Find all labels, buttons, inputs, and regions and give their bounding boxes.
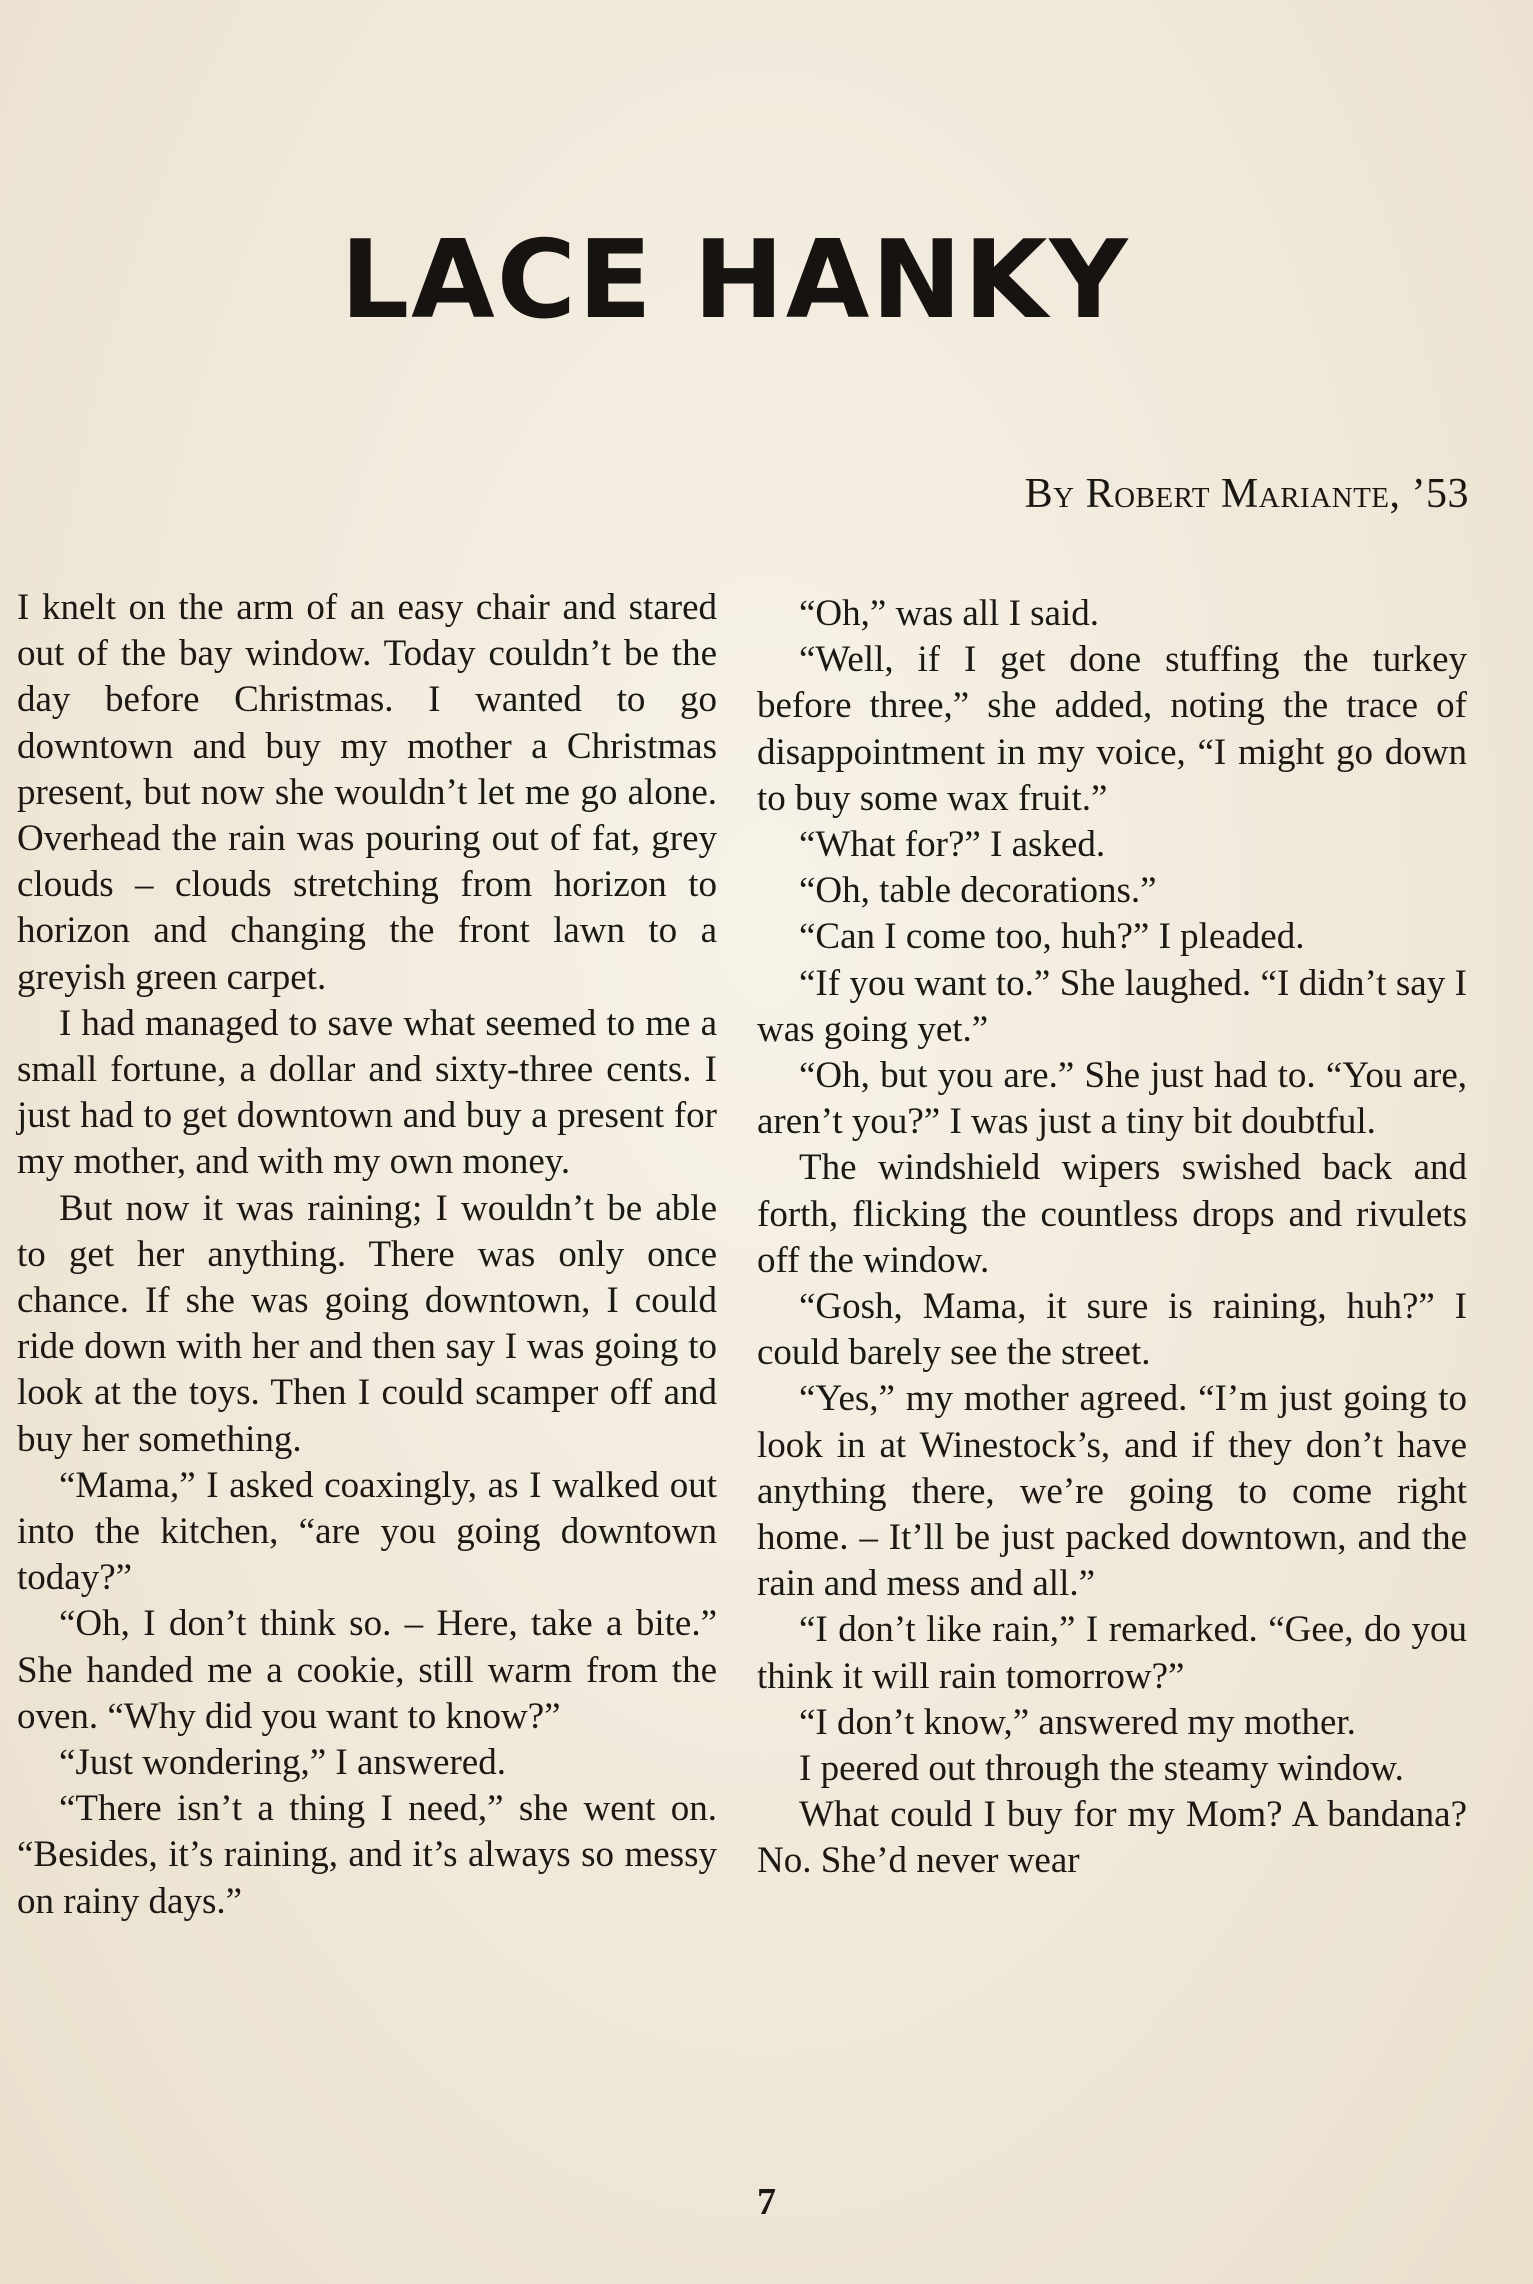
- paragraph: “Just wondering,” I answered.: [59, 1742, 506, 1784]
- paragraph: I peered out through the steamy window.: [799, 1748, 1404, 1790]
- paragraph: “What for?” I asked.: [799, 824, 1106, 866]
- paragraph: “If you want to.” She laughed. “I didn’t say I was going yet.”: [757, 962, 1467, 1050]
- paragraph: “I don’t like rain,” I remarked. “Gee, do you think it will rain tomorrow?”: [757, 1609, 1467, 1697]
- paragraph: “Can I come too, huh?” I pleaded.: [799, 916, 1305, 958]
- paragraph: I had managed to save what seemed to me a small fortune, a dollar and sixty-three cents. I just had to get downtown and buy a present for my mother, and with my own money.: [17, 1002, 717, 1183]
- paragraph: “Yes,” my mother agreed. “I’m just going to look in at Winestock’s, and if they don’t have anything there, we’re going to come right home. – It’ll be just packed downtown, and the rain and mess and all.”: [757, 1378, 1467, 1605]
- paragraph: I knelt on the arm of an easy chair and stared out of the bay window. Today couldn’t be the day before Christmas. I wanted to go downtown and buy my mother a Christmas present, but now she wouldn’t let me go alone. Overhead the rain was pouring out of fat, grey clouds – clouds stretching from horizon to horizon and changing the front lawn to a greyish green carpet.: [17, 587, 717, 998]
- author-byline: By Robert Mariante, ’53: [1024, 471, 1469, 517]
- left-text-column: [17, 585, 717, 1925]
- paragraph: “Oh, but you are.” She just had to. “You are, aren’t you?” I was just a tiny bit doubtful.: [757, 1055, 1467, 1143]
- paragraph: “I don’t know,” answered my mother.: [799, 1701, 1356, 1743]
- paragraph: “Oh,” was all I said.: [799, 593, 1100, 634]
- right-text-column: [757, 591, 1467, 1885]
- paragraph: “Well, if I get done stuffing the turkey before three,” she added, noting the trace of disappointment in my voice, “I might go down to buy some wax fruit.”: [757, 639, 1467, 819]
- paragraph: But now it was raining; I wouldn’t be able to get her anything. There was only once chance. If she was going downtown, I could ride down with her and then say I was going to look at the toys. Then I could scamper off and buy her something.: [17, 1187, 717, 1460]
- page-number: 7: [757, 2181, 776, 2223]
- paragraph: “Oh, I don’t think so. – Here, take a bite.” She handed me a cookie, still warm from the oven. “Why did you want to know?”: [17, 1603, 717, 1737]
- paragraph: The windshield wipers swished back and forth, flicking the countless drops and rivulets off the window.: [757, 1147, 1467, 1281]
- paragraph: “Mama,” I asked coaxingly, as I walked out into the kitchen, “are you going downtown today?”: [17, 1464, 717, 1599]
- story-title: LACE HANKY: [340, 218, 1130, 343]
- paragraph: “There isn’t a thing I need,” she went on. “Besides, it’s raining, and it’s always so messy on rainy days.”: [17, 1788, 717, 1922]
- paragraph: “Gosh, Mama, it sure is raining, huh?” I could barely see the street.: [757, 1286, 1467, 1374]
- paragraph: What could I buy for my Mom? A bandana? No. She’d never wear: [757, 1794, 1467, 1882]
- paragraph: “Oh, table decorations.”: [799, 870, 1157, 912]
